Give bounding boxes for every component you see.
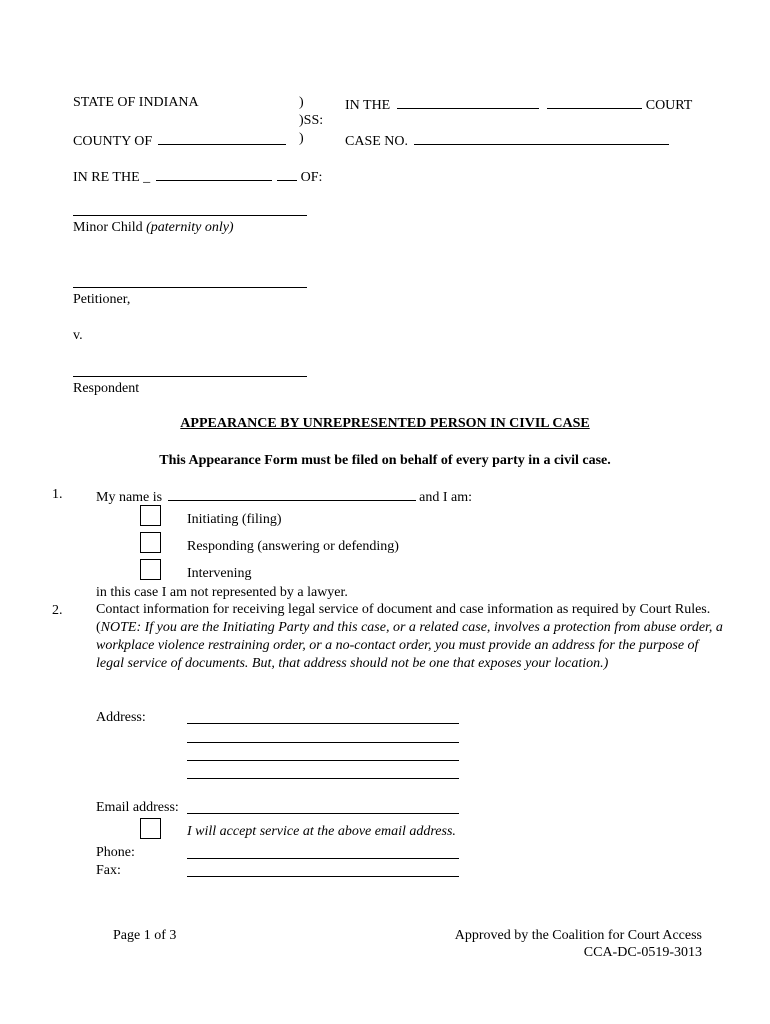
in-re-field-2[interactable] <box>277 168 297 181</box>
court-name-field-1[interactable] <box>397 96 539 109</box>
intervening-checkbox[interactable] <box>140 559 161 580</box>
address-field-2[interactable] <box>187 742 459 743</box>
item-1-number: 1. <box>52 487 63 502</box>
email-field[interactable] <box>187 813 459 814</box>
case-number-line <box>345 132 669 149</box>
respondent-label: Respondent <box>73 381 140 396</box>
my-name-field[interactable] <box>168 488 416 501</box>
caption-paren-3: ) <box>299 131 304 146</box>
in-the-label: IN THE <box>345 98 391 113</box>
responding-checkbox[interactable] <box>140 532 161 553</box>
page-number: Page 1 of 3 <box>113 928 177 943</box>
and-i-am-label: and I am: <box>419 490 472 505</box>
caption-paren-1: ) <box>299 95 304 110</box>
minor-child-line <box>73 221 234 235</box>
caption-ss: )SS: <box>299 113 324 128</box>
my-name-label: My name is <box>96 490 163 505</box>
case-number-field[interactable] <box>414 132 669 145</box>
item-2-text: Contact information for receiving legal service of document and case information as required by Court Rules. ( <box>96 602 711 635</box>
minor-child-label: Minor Child <box>73 220 143 235</box>
form-code: CCA-DC-0519-3013 <box>583 945 702 960</box>
item-2-note: NOTE: If you are the Initiating Party and this case, or a related case, involves a protection from abuse order, a workplace violence restraining order, or a no-contact order, you must provide an address for the purpose of legal service of documents. But, that address should not be one that exposes your location.) <box>96 620 723 671</box>
fax-label: Fax: <box>96 863 121 878</box>
item-1-name-line <box>96 488 472 505</box>
fax-field[interactable] <box>187 876 459 877</box>
court-line <box>345 96 692 113</box>
county-field[interactable] <box>158 132 286 145</box>
in-re-field-1[interactable] <box>156 168 272 181</box>
item-2-paragraph <box>96 601 726 673</box>
initiating-checkbox[interactable] <box>140 505 161 526</box>
approved-by: Approved by the Coalition for Court Access <box>454 928 702 943</box>
phone-field[interactable] <box>187 858 459 859</box>
court-label: COURT <box>645 98 693 113</box>
form-subtitle: This Appearance Form must be filed on behalf of every party in a civil case. <box>159 453 611 468</box>
county-label: COUNTY OF <box>73 134 153 149</box>
address-field-1[interactable] <box>187 723 459 724</box>
form-title: APPEARANCE BY UNREPRESENTED PERSON IN CIVIL CASE <box>180 416 590 431</box>
minor-child-field[interactable] <box>73 215 307 216</box>
state-label: STATE OF INDIANA <box>73 95 199 110</box>
responding-label: Responding (answering or defending) <box>187 539 399 554</box>
address-label: Address: <box>96 710 146 725</box>
court-name-field-2[interactable] <box>547 96 642 109</box>
not-represented-text: in this case I am not represented by a lawyer. <box>96 585 348 600</box>
address-field-3[interactable] <box>187 760 459 761</box>
versus-label: v. <box>73 328 83 343</box>
address-field-4[interactable] <box>187 778 459 779</box>
petitioner-label: Petitioner, <box>73 292 131 307</box>
accept-email-service-checkbox[interactable] <box>140 818 161 839</box>
respondent-field[interactable] <box>73 376 307 377</box>
of-label: OF: <box>300 170 323 185</box>
accept-email-service-label: I will accept service at the above email address. <box>187 824 456 839</box>
initiating-label: Initiating (filing) <box>187 512 282 527</box>
phone-label: Phone: <box>96 845 135 860</box>
county-line <box>73 132 286 149</box>
in-re-label: IN RE THE _ <box>73 170 151 185</box>
petitioner-field[interactable] <box>73 287 307 288</box>
email-label: Email address: <box>96 800 179 815</box>
paternity-note: (paternity only) <box>146 220 234 235</box>
item-2-number: 2. <box>52 603 63 618</box>
in-re-line <box>73 168 322 185</box>
intervening-label: Intervening <box>187 566 252 581</box>
case-no-label: CASE NO. <box>345 134 409 149</box>
